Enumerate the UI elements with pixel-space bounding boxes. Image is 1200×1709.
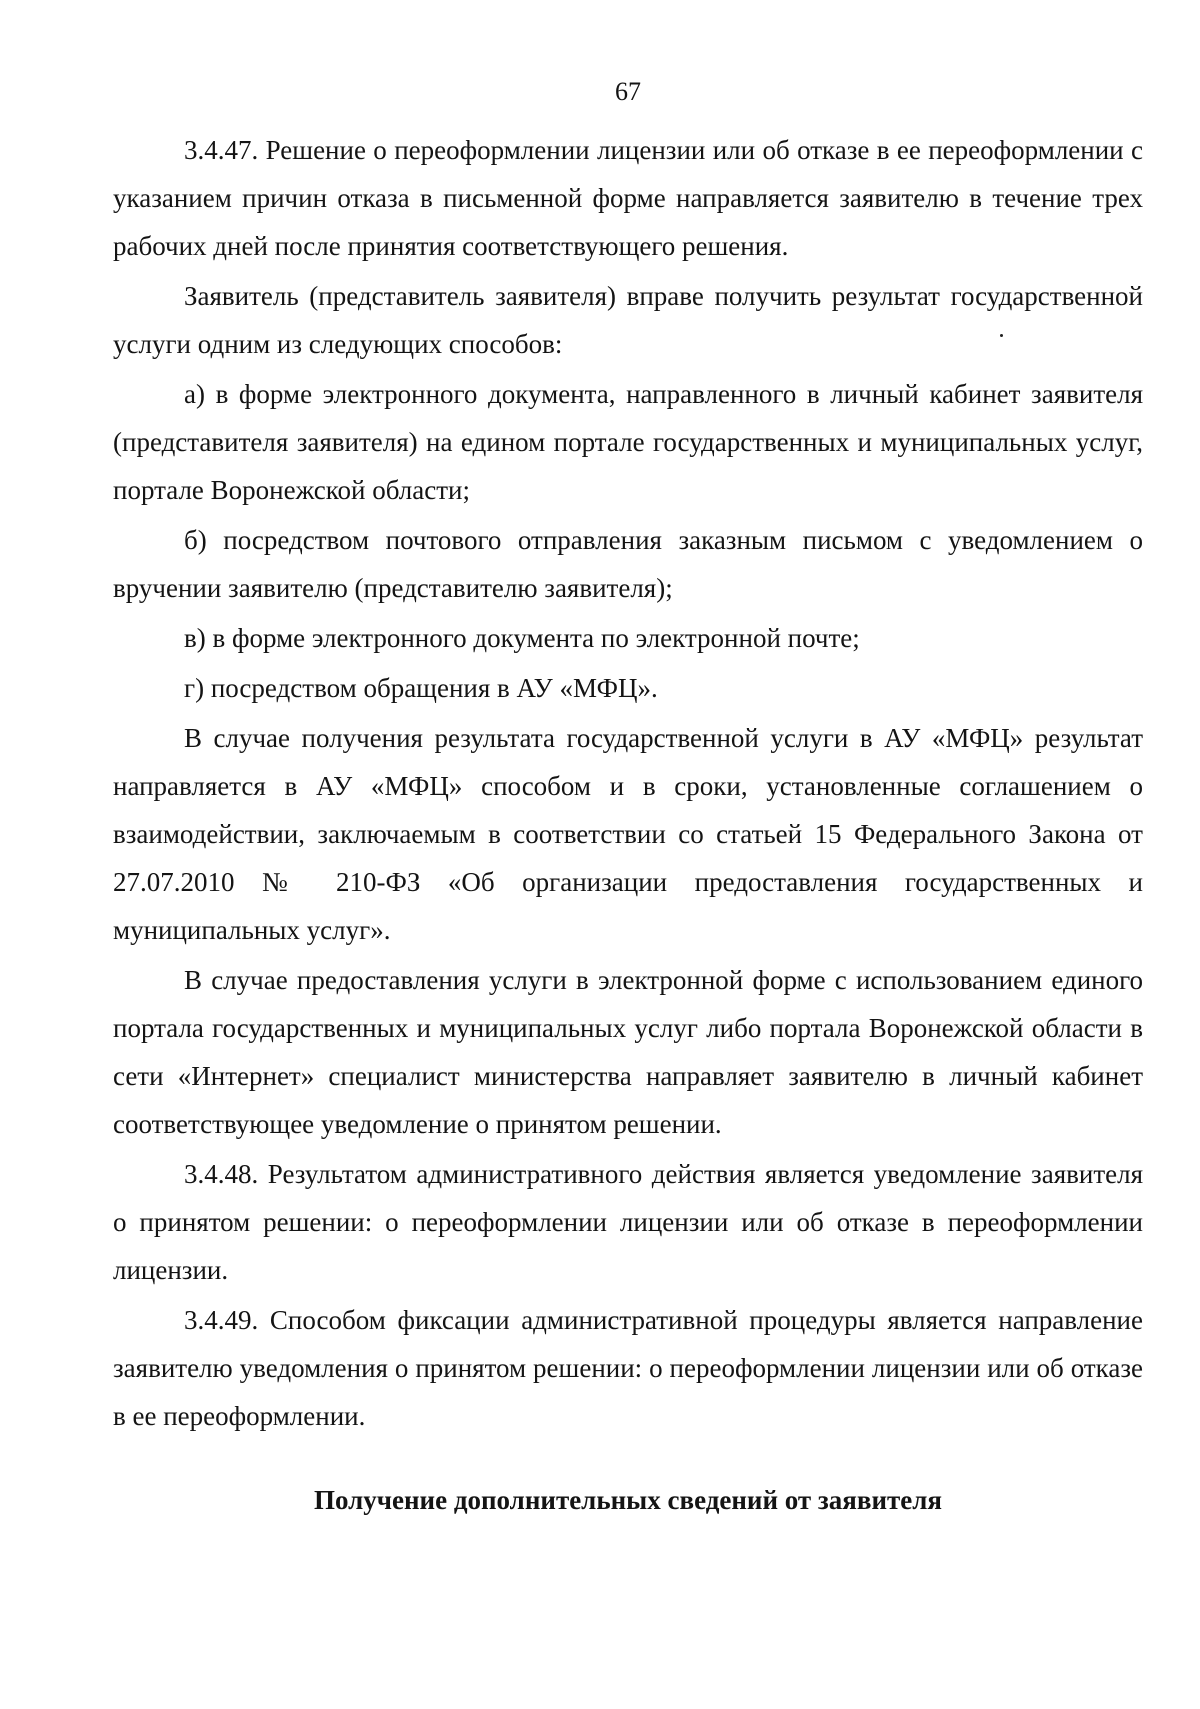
page-number: 67 — [615, 77, 641, 106]
paragraph-electronic-form: В случае предоставления услуги в электронной форме с использованием единого портала государственных и муниципальных услуг либо портала Воронежской области в сети «Интернет» специалист министерства направляет заявителю в личный кабинет соответствующее уведомление о принятом решении. — [113, 965, 1143, 1139]
section-heading: Получение дополнительных сведений от заявителя — [313, 1485, 943, 1515]
list-item-a: а) в форме электронного документа, направленного в личный кабинет заявителя (представителя заявителя) на едином портале государственных и муниципальных услуг, портале Воронежской области; — [113, 379, 1143, 505]
body-text — [113, 126, 1143, 1442]
paragraph-3-4-49: 3.4.49. Способом фиксации административной процедуры является направление заявителю уведомления о принятом решении: о переоформлении лицензии или об отказе в ее переоформлении. — [113, 1305, 1143, 1431]
list-item-b: б) посредством почтового отправления заказным письмом с уведомлением о вручении заявителю (представителю заявителя); — [113, 525, 1143, 603]
paragraph-mfc-result: В случае получения результата государственной услуги в АУ «МФЦ» результат направляется в АУ «МФЦ» способом и в сроки, установленные соглашением о взаимодействии, заключаемым в соответствии со статьей 15 Федерального Закона от 27.07.2010 № 210-ФЗ «Об организации предоставления государственных и муниципальных услуг». — [113, 723, 1143, 945]
list-item-v: в) в форме электронного документа по электронной почте; — [184, 623, 860, 653]
list-item-g: г) посредством обращения в АУ «МФЦ». — [184, 673, 658, 703]
paragraph-3-4-48: 3.4.48. Результатом административного действия является уведомление заявителя о принятом решении: о переоформлении лицензии или об отказе в переоформлении лицензии. — [113, 1159, 1143, 1285]
scan-speck — [1000, 334, 1003, 337]
paragraph-3-4-47: 3.4.47. Решение о переоформлении лицензии или об отказе в ее переоформлении с указанием причин отказа в письменной форме направляется заявителю в течение трех рабочих дней после принятия соответствующего решения. — [113, 135, 1143, 261]
paragraph-result-methods: Заявитель (представитель заявителя) вправе получить результат государственной услуги одним из следующих способов: — [113, 281, 1143, 359]
